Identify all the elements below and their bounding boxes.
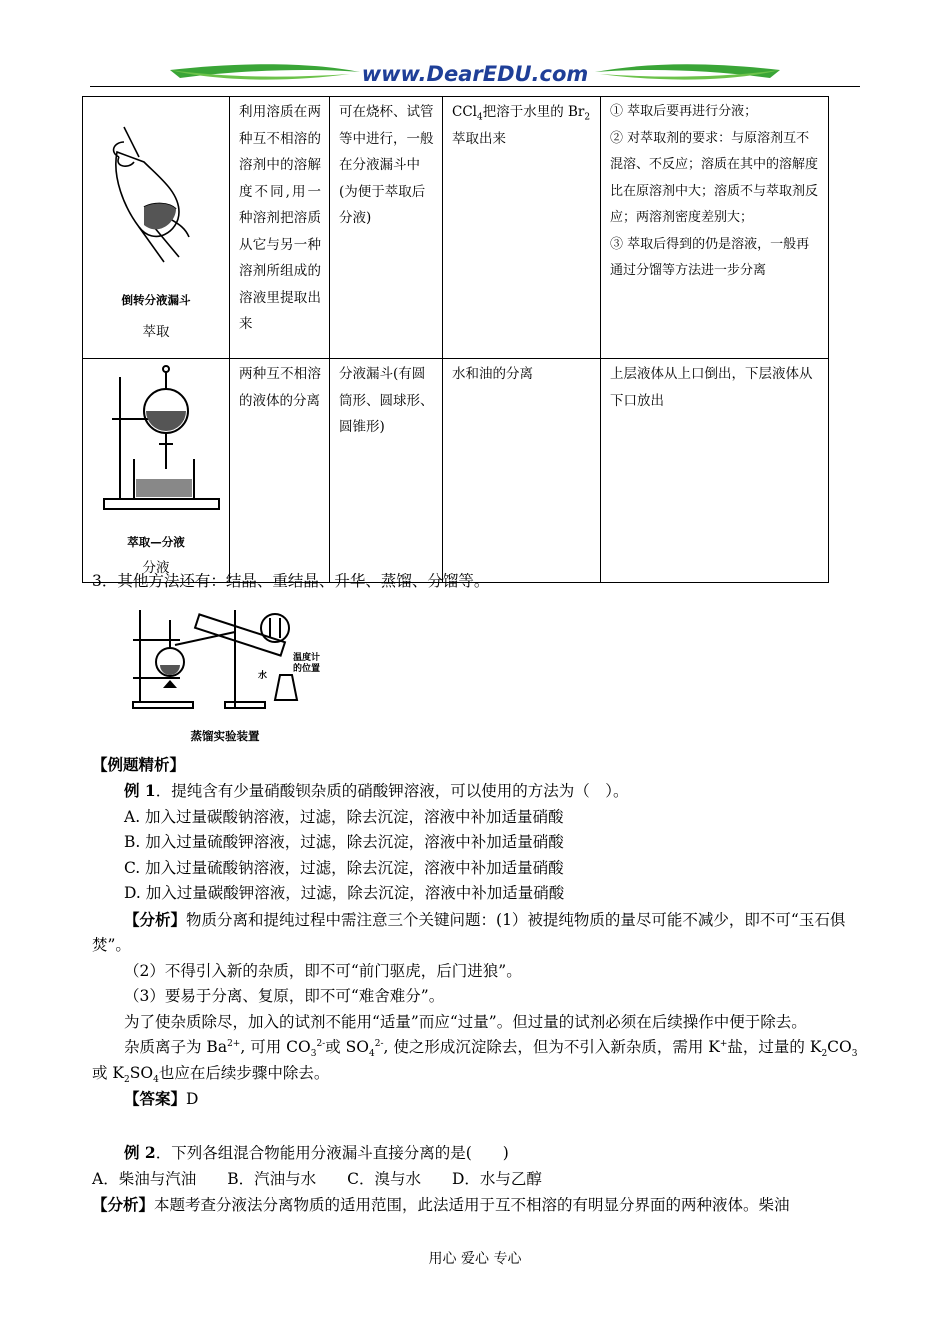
ex1-option-c: C. 加入过量硫酸钠溶液，过滤，除去沉淀，溶液中补加适量硝酸 — [124, 858, 564, 877]
ex1-answer: 【答案】D — [124, 1089, 199, 1108]
note-item: ② 对萃取剂的要求：与原溶剂互不混溶、不反应；溶质在其中的溶解度比在原溶剂中大；溶质不与萃取剂反应；两溶剂密度差别大； — [610, 130, 819, 225]
ex2-question: 例 2．下列各组混合物能用分液漏斗直接分离的是( ) — [124, 1143, 509, 1162]
note-item: 上层液体从上口倒出，下层液体从下口放出 — [610, 366, 813, 409]
table-row-separation — [83, 359, 829, 583]
ex2-options: A．柴油与汽油 B．汽油与水 C．溴与水 D．水与乙醇 — [92, 1169, 542, 1188]
ex2-analysis: 【分析】本题考查分液法分离物质的适用范围，此法适用于互不相溶的有明显分界面的两种液体。柴油 — [92, 1195, 790, 1214]
logo-text: www.DearEDU.com — [361, 62, 589, 86]
separatory-funnel-figure — [84, 359, 229, 519]
note-item: ③ 萃取后得到的仍是溶液，一般再通过分馏等方法进一步分离 — [610, 236, 810, 278]
table-row-extraction — [83, 97, 829, 359]
example-cell: CCl$_4$把溶于水里的 $Br_2$ 萃取出来 — [443, 97, 601, 359]
ex1-question: 例 1．提纯含有少量硝酸钡杂质的硝酸钾溶液，可以使用的方法为（ ）。 — [124, 781, 629, 800]
label-water: 水 — [258, 671, 268, 681]
ex1-option-b: B. 加入过量硫酸钾溶液，过滤，除去沉淀，溶液中补加适量硝酸 — [124, 833, 564, 851]
ex1-analysis-4: 为了使杂质除尽，加入的试剂不能用“适量”而应“过量”。但过量的试剂必须在后续操作中便于除去。 — [124, 1012, 807, 1031]
distillation-figure — [125, 600, 325, 745]
figure-caption: 倒转分液漏斗 — [121, 292, 191, 307]
notes-cell — [601, 359, 829, 583]
inverted-funnel-figure — [84, 97, 229, 277]
ex1-option-d: D. 加入过量碳酸钾溶液，过滤，除去沉淀，溶液中补加适量硝酸 — [124, 884, 565, 902]
example-cell: 水和油的分离 — [443, 359, 601, 583]
figure-caption: 萃取—分液 — [127, 534, 185, 549]
note-item: ① 萃取后要再进行分液； — [610, 104, 758, 119]
apparatus-cell: 分液漏斗(有圆筒形、圆球形、圆锥形) — [330, 359, 443, 583]
ex1-analysis-1: 【分析】物质分离和提纯过程中需注意三个关键问题：(1）被提纯物质的量尽可能不减少，即不可“玉石俱焚”。 — [92, 909, 846, 954]
label-thermometer: 温度计 — [293, 653, 321, 663]
ex1-analysis-3: （3）要易于分离、复原，即不可“难舍难分”。 — [124, 987, 445, 1005]
notes-cell — [601, 97, 829, 359]
apparatus-cell: 可在烧杯、试管等中进行，一般在分液漏斗中(为便于萃取后分液) — [330, 97, 443, 359]
method-name: 分液 — [142, 560, 170, 576]
method-name: 萃取 — [142, 324, 170, 340]
example-2-block — [92, 1140, 862, 1219]
label-position: 的位置 — [293, 664, 321, 674]
principle-cell: 利用溶质在两种互不相溶的溶剂中的溶解度不同,用一种溶剂把溶质从它与另一种溶剂所组成的溶液里提取出来 — [230, 97, 330, 359]
ex1-ion-explanation: 杂质离子为 $Ba^{2+}$, 可用 $CO_3^{2-}$或 $SO_4^{2-}$, 使之形成沉淀除去，但为不引入新杂质，需用 K+盐，过量的 $K_2CO_3$或 $K_2SO_4$也应在后续步骤中除去。 — [92, 1038, 858, 1085]
ex1-analysis-2: （2）不得引入新的杂质，即不可“前门驱虎，后门进狼”。 — [124, 961, 522, 980]
figure-cell — [83, 97, 230, 359]
section-3-text: 3．其他方法还有：结晶、重结晶、升华、蒸馏、分馏等。 — [92, 572, 490, 590]
figure-cell — [83, 359, 230, 583]
example-heading: 【例题精析】 — [92, 755, 186, 774]
distillation-apparatus-icon — [125, 600, 325, 720]
distill-caption: 蒸馏实验装置 — [190, 729, 260, 743]
example-1-block — [92, 778, 862, 1113]
ex1-option-a: A. 加入过量碳酸钠溶液，过滤，除去沉淀，溶液中补加适量硝酸 — [124, 807, 564, 826]
principle-cell: 两种互不相溶的液体的分离 — [230, 359, 330, 583]
page-footer: 用心 爱心 专心 — [428, 1251, 522, 1267]
header-rule — [90, 86, 860, 87]
separation-methods-table — [82, 96, 829, 583]
